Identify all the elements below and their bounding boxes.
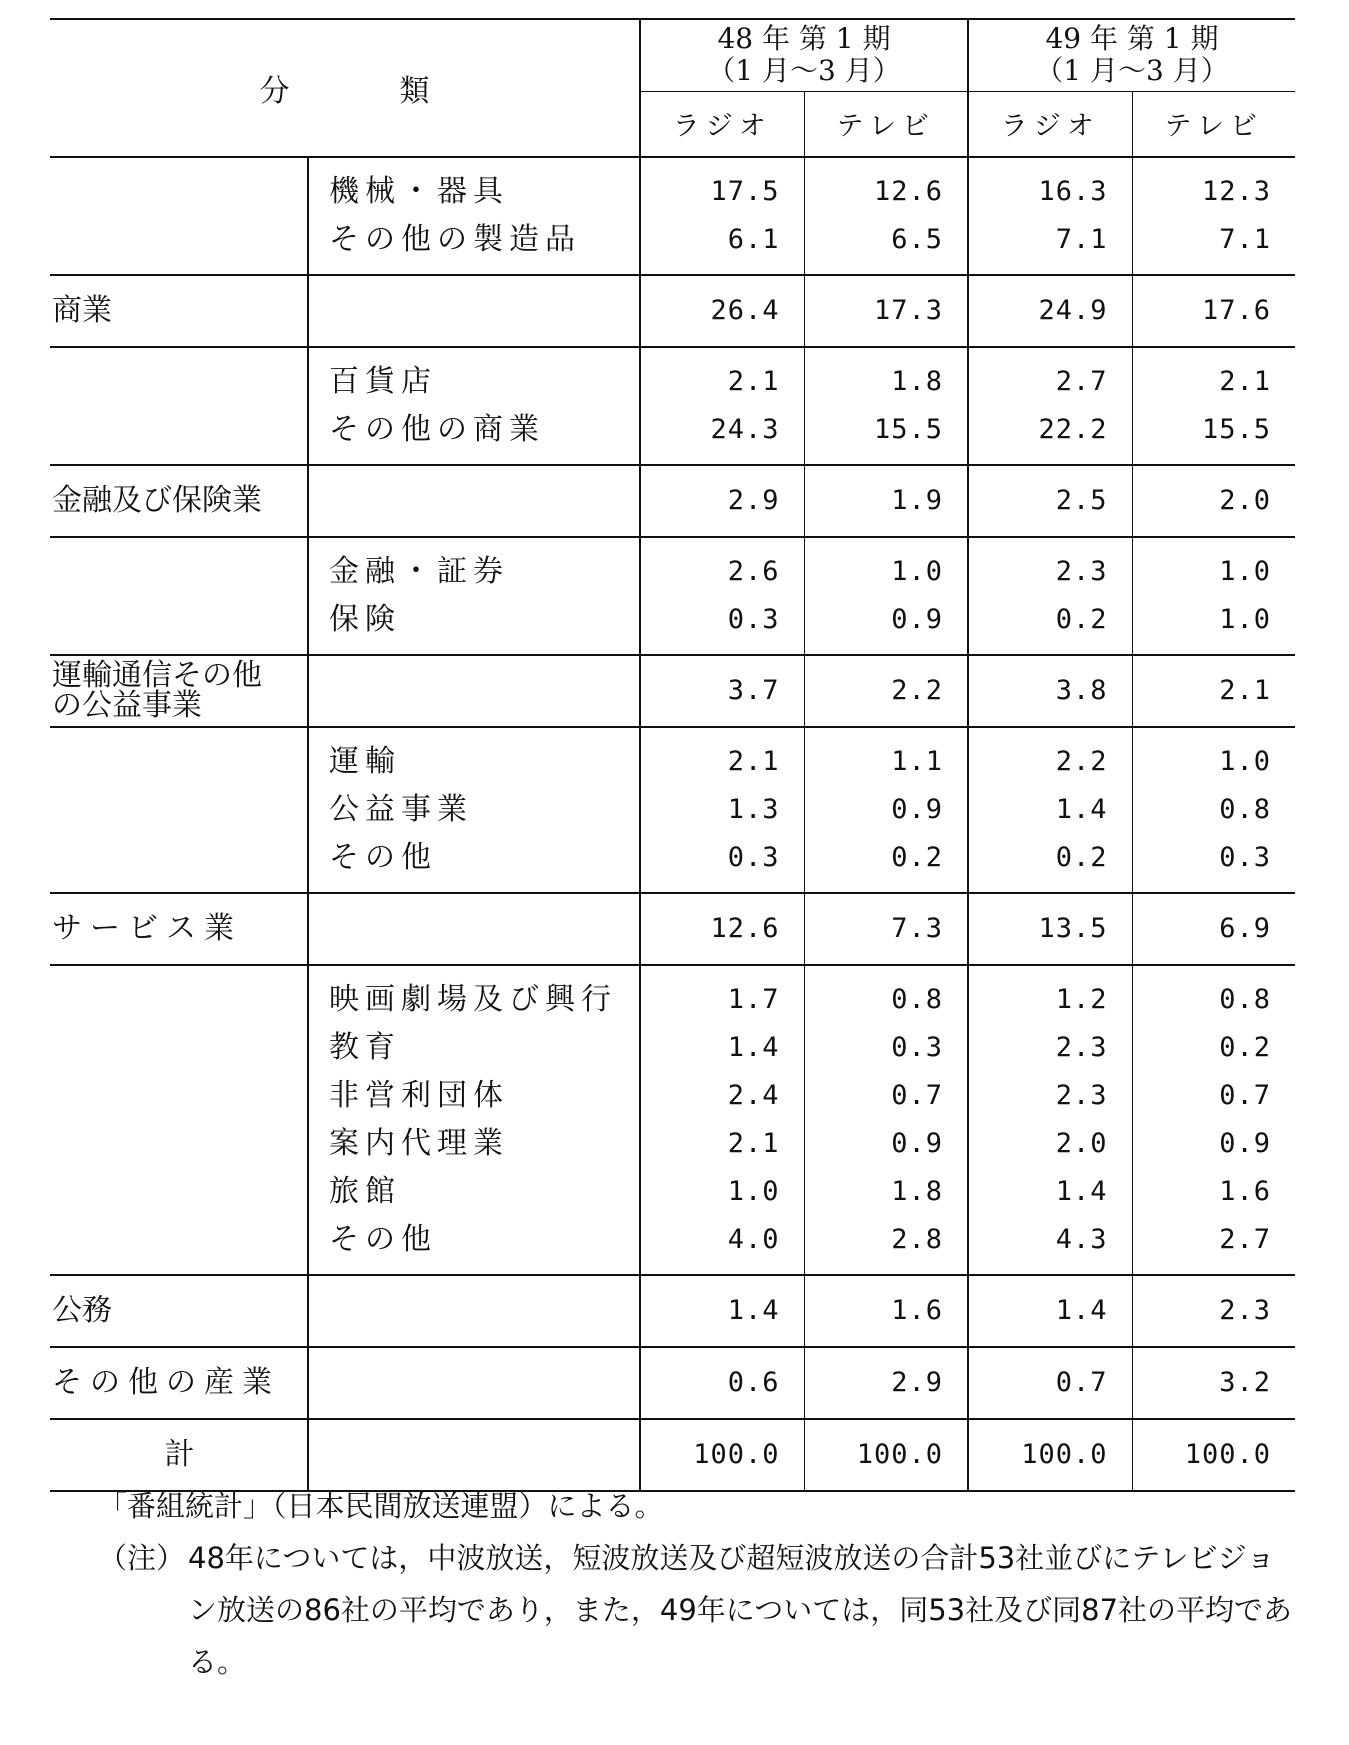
subcategory-values-column: [640, 537, 804, 655]
subcategory-value: 1.0: [891, 556, 943, 587]
period-header-48: [640, 19, 968, 91]
subcategory-value: 2.1: [727, 1128, 780, 1159]
subcategory-labels: [308, 157, 640, 275]
subcategory-label: 非営利団体: [329, 1078, 509, 1113]
tv-header-49: テレビ: [1132, 91, 1295, 157]
major-category-text: 商業: [52, 293, 112, 328]
radio-header-48: ラジオ: [640, 91, 804, 157]
empty-subcategory-cell: [308, 465, 640, 537]
major-category-text: その他の産業: [52, 1365, 280, 1400]
subcategory-value: 15.5: [873, 414, 943, 445]
major-value-cell: 7.3: [804, 893, 968, 965]
subcategory-values-column: [640, 727, 804, 893]
subcategory-value: 0.8: [1219, 794, 1271, 825]
subcategory-value: 0.9: [1219, 1128, 1271, 1159]
major-category-label: [50, 1347, 308, 1419]
subcategory-labels: [308, 537, 640, 655]
subcategory-value: 2.2: [1055, 746, 1108, 777]
subcategory-value: 1.8: [891, 366, 943, 397]
subcategory-value: 0.2: [1055, 842, 1108, 873]
subcategory-label: その他の商業: [329, 412, 545, 447]
subcategory-value: 4.3: [1055, 1224, 1108, 1255]
subcategory-values-column: [640, 157, 804, 275]
subcategory-block-row: [50, 537, 1295, 655]
subcategory-labels: [308, 965, 640, 1275]
major-value-cell: 1.4: [968, 1275, 1132, 1347]
subcategory-values-column: [968, 157, 1132, 275]
major-value-cell: 6.9: [1132, 893, 1295, 965]
major-category-row: [50, 465, 1295, 537]
subcategory-value: 1.4: [1055, 1176, 1108, 1207]
subcategory-block-row: [50, 727, 1295, 893]
subcategory-value: 12.3: [1201, 176, 1271, 207]
major-category-row: [50, 655, 1295, 727]
total-label: 計: [50, 1419, 308, 1491]
subcategory-value: 24.3: [710, 414, 780, 445]
major-category-label: [50, 465, 308, 537]
subcategory-value: 0.8: [891, 984, 943, 1015]
subcategory-value: 0.7: [891, 1080, 943, 1111]
subcategory-value: 22.2: [1038, 414, 1108, 445]
major-value-cell: 2.9: [804, 1347, 968, 1419]
major-category-label: [50, 893, 308, 965]
subcategory-label: その他の製造品: [329, 222, 581, 257]
empty-major-cell: [50, 727, 308, 893]
major-category-text: 金融及び保険業: [52, 483, 262, 518]
subcategory-value: 2.7: [1219, 1224, 1271, 1255]
subcategory-value: 1.0: [727, 1176, 780, 1207]
subcategory-value: 16.3: [1038, 176, 1108, 207]
empty-subcategory-cell: [308, 1275, 640, 1347]
subcategory-block-row: [50, 965, 1295, 1275]
total-value-cell: 100.0: [804, 1419, 968, 1491]
major-category-row: [50, 275, 1295, 347]
subcategory-value: 0.2: [1055, 604, 1108, 635]
subcategory-values-column: [804, 347, 968, 465]
subcategory-value: 1.3: [727, 794, 780, 825]
subcategory-label: 運輸: [329, 744, 401, 779]
total-value-cell: 100.0: [968, 1419, 1132, 1491]
major-category-row: [50, 893, 1295, 965]
period-49-year: 49 年 第 1 期: [1045, 22, 1219, 56]
subcategory-values-column: [640, 965, 804, 1275]
major-value-cell: 24.9: [968, 275, 1132, 347]
classification-header: 分類: [50, 19, 640, 157]
empty-major-cell: [50, 537, 308, 655]
subcategory-value: 1.4: [727, 1032, 780, 1063]
subcategory-value: 2.3: [1055, 556, 1108, 587]
subcategory-value: 0.2: [1219, 1032, 1271, 1063]
subcategory-block-row: [50, 157, 1295, 275]
subcategory-value: 2.4: [727, 1080, 780, 1111]
subcategory-value: 2.8: [891, 1224, 943, 1255]
subcategory-value: 2.1: [1219, 366, 1271, 397]
major-value-cell: 13.5: [968, 893, 1132, 965]
subcategory-label: 教育: [329, 1030, 401, 1065]
empty-subcategory-cell: [308, 893, 640, 965]
subcategory-value: 2.6: [727, 556, 780, 587]
subcategory-values-column: [804, 727, 968, 893]
subcategory-value: 2.1: [727, 366, 780, 397]
major-category-text: 運輸通信その他の公益事業: [52, 658, 262, 723]
footnote-text: 48年については，中波放送，短波放送及び超短波放送の合計53社並びにテレビジョン放送の86社の平均であり，また，49年については，同53社及び同87社の平均である。: [188, 1541, 1293, 1679]
subcategory-value: 0.9: [891, 794, 943, 825]
subcategory-value: 1.4: [1055, 794, 1108, 825]
subcategory-value: 1.0: [1219, 556, 1271, 587]
subcategory-value: 15.5: [1201, 414, 1271, 445]
subcategory-value: 1.8: [891, 1176, 943, 1207]
advertising-share-table: [50, 18, 1295, 1492]
subcategory-value: 1.6: [1219, 1176, 1271, 1207]
subcategory-label: 金融・証券: [329, 554, 509, 589]
subcategory-label: 公益事業: [329, 792, 473, 827]
subcategory-value: 0.3: [727, 604, 780, 635]
empty-major-cell: [50, 347, 308, 465]
subcategory-values-column: [968, 347, 1132, 465]
subcategory-values-column: [804, 157, 968, 275]
major-category-label: [50, 275, 308, 347]
subcategory-value: 2.3: [1055, 1032, 1108, 1063]
subcategory-value: 12.6: [873, 176, 943, 207]
subcategory-label: 映画劇場及び興行: [329, 982, 617, 1017]
subcategory-value: 6.1: [727, 224, 780, 255]
subcategory-value: 1.2: [1055, 984, 1108, 1015]
period-48-year: 48 年 第 1 期: [717, 22, 891, 56]
subcategory-values-column: [804, 537, 968, 655]
empty-subcategory-cell: [308, 275, 640, 347]
subcategory-value: 1.0: [1219, 604, 1271, 635]
subcategory-value: 0.3: [1219, 842, 1271, 873]
subcategory-values-column: [968, 727, 1132, 893]
empty-subcategory-cell: [308, 655, 640, 727]
subcategory-values-column: [1132, 727, 1295, 893]
subcategory-label: 百貨店: [329, 364, 437, 399]
subcategory-value: 4.0: [727, 1224, 780, 1255]
empty-major-cell: [50, 965, 308, 1275]
subcategory-value: 2.0: [1055, 1128, 1108, 1159]
major-value-cell: 2.2: [804, 655, 968, 727]
major-category-text: 公務: [52, 1293, 112, 1328]
subcategory-values-column: [640, 347, 804, 465]
source-note: 「番組統計」（日本民間放送連盟）による。: [98, 1489, 664, 1523]
subcategory-value: 7.1: [1055, 224, 1108, 255]
major-value-cell: 2.1: [1132, 655, 1295, 727]
major-value-cell: 2.5: [968, 465, 1132, 537]
radio-header-49: ラジオ: [968, 91, 1132, 157]
total-value-cell: 100.0: [640, 1419, 804, 1491]
major-category-row: [50, 1347, 1295, 1419]
subcategory-label: 案内代理業: [329, 1126, 509, 1161]
subcategory-label: 保険: [329, 602, 401, 637]
subcategory-values-column: [968, 537, 1132, 655]
major-value-cell: 3.8: [968, 655, 1132, 727]
subcategory-values-column: [1132, 347, 1295, 465]
subcategory-value: 1.7: [727, 984, 780, 1015]
major-value-cell: 17.6: [1132, 275, 1295, 347]
table-notes: [98, 1480, 1298, 1688]
subcategory-value: 1.1: [891, 746, 943, 777]
subcategory-block-row: [50, 347, 1295, 465]
major-value-cell: 17.3: [804, 275, 968, 347]
subcategory-label: その他: [329, 840, 437, 875]
subcategory-value: 17.5: [710, 176, 780, 207]
subcategory-labels: [308, 347, 640, 465]
total-value-cell: 100.0: [1132, 1419, 1295, 1491]
major-value-cell: 2.0: [1132, 465, 1295, 537]
major-category-text: サービス業: [52, 911, 242, 946]
subcategory-value: 7.1: [1219, 224, 1271, 255]
major-category-row: [50, 1275, 1295, 1347]
tv-header-48: テレビ: [804, 91, 968, 157]
subcategory-values-column: [804, 965, 968, 1275]
subcategory-value: 2.1: [727, 746, 780, 777]
major-category-label: [50, 1275, 308, 1347]
period-48-months: （1 月～3 月）: [707, 54, 901, 88]
major-value-cell: 1.4: [640, 1275, 804, 1347]
empty-major-cell: [50, 157, 308, 275]
subcategory-value: 0.9: [891, 1128, 943, 1159]
statistics-table-container: [50, 18, 1295, 1492]
period-49-months: （1 月～3 月）: [1035, 54, 1229, 88]
subcategory-value: 0.8: [1219, 984, 1271, 1015]
major-value-cell: 0.7: [968, 1347, 1132, 1419]
subcategory-value: 0.3: [727, 842, 780, 873]
footnote: [98, 1532, 1298, 1688]
major-value-cell: 3.7: [640, 655, 804, 727]
major-value-cell: 2.9: [640, 465, 804, 537]
subcategory-value: 0.3: [891, 1032, 943, 1063]
major-value-cell: 26.4: [640, 275, 804, 347]
subcategory-labels: [308, 727, 640, 893]
subcategory-value: 2.3: [1055, 1080, 1108, 1111]
subcategory-values-column: [1132, 157, 1295, 275]
subcategory-label: 機械・器具: [329, 174, 509, 209]
major-value-cell: 1.6: [804, 1275, 968, 1347]
subcategory-values-column: [1132, 537, 1295, 655]
major-value-cell: 1.9: [804, 465, 968, 537]
subcategory-label: その他: [329, 1222, 437, 1257]
major-value-cell: 2.3: [1132, 1275, 1295, 1347]
subcategory-values-column: [1132, 965, 1295, 1275]
major-value-cell: 12.6: [640, 893, 804, 965]
subcategory-value: 0.7: [1219, 1080, 1271, 1111]
subcategory-label: 旅館: [329, 1174, 401, 1209]
footnote-mark: （注）: [98, 1541, 186, 1575]
subcategory-values-column: [968, 965, 1132, 1275]
subcategory-value: 6.5: [891, 224, 943, 255]
subcategory-value: 1.0: [1219, 746, 1271, 777]
empty-subcategory-cell: [308, 1347, 640, 1419]
subcategory-value: 0.2: [891, 842, 943, 873]
major-value-cell: 3.2: [1132, 1347, 1295, 1419]
period-header-49: [968, 19, 1295, 91]
subcategory-value: 0.9: [891, 604, 943, 635]
subcategory-value: 2.7: [1055, 366, 1108, 397]
major-category-label: [50, 655, 308, 727]
table-body: [50, 157, 1295, 1491]
major-value-cell: 0.6: [640, 1347, 804, 1419]
